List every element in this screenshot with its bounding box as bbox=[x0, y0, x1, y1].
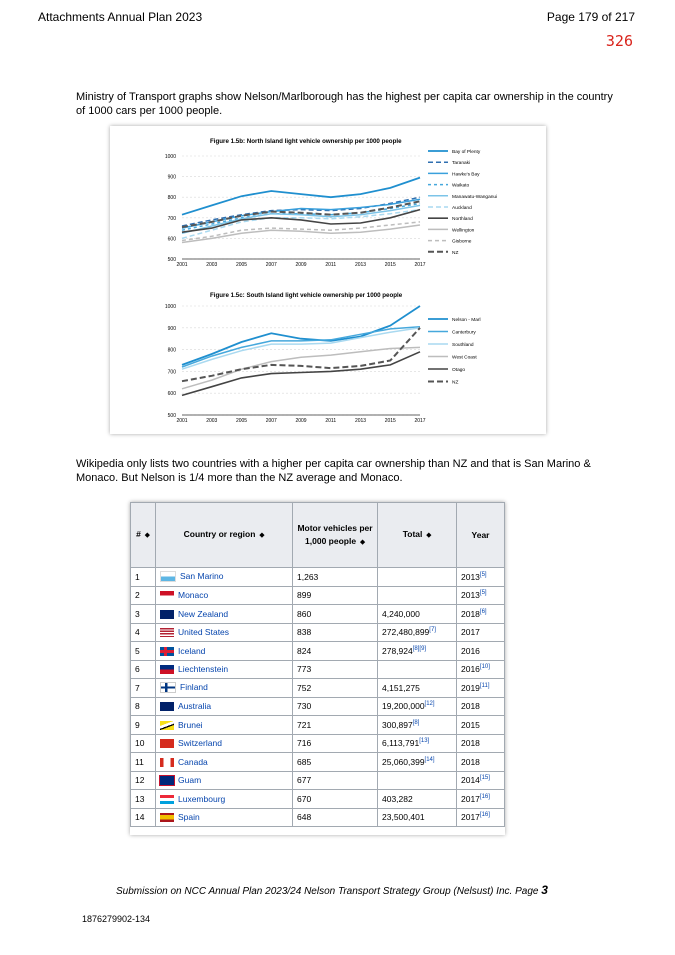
table-row bbox=[131, 808, 505, 827]
country-cell bbox=[156, 697, 293, 716]
legend-label: Canterbury bbox=[452, 330, 476, 336]
rank-cell: 2 bbox=[131, 586, 156, 605]
table-row bbox=[131, 679, 505, 698]
sort-icon[interactable]: ⬥ bbox=[360, 538, 365, 546]
legend-label: NZ bbox=[452, 250, 459, 256]
total-cell: 4,240,000 bbox=[378, 605, 457, 624]
total-cell bbox=[378, 660, 457, 679]
x-tick-label: 2007 bbox=[265, 262, 277, 268]
citation-link[interactable]: [8][9] bbox=[412, 645, 427, 652]
chart-title: Figure 1.5b: North Island light vehicle ownership per 1000 people bbox=[210, 138, 402, 145]
vehicles-cell: 752 bbox=[293, 679, 378, 698]
country-cell bbox=[156, 753, 293, 772]
year-cell: 2017[16] bbox=[457, 808, 505, 827]
table-row bbox=[131, 771, 505, 790]
rank-cell: 5 bbox=[131, 642, 156, 661]
table-row bbox=[131, 605, 505, 624]
total-cell: 19,200,000[12] bbox=[378, 697, 457, 716]
nz-flag-icon bbox=[160, 610, 174, 619]
citation-link[interactable]: [11] bbox=[479, 682, 490, 689]
is-flag-icon bbox=[160, 647, 174, 656]
y-tick-label: 700 bbox=[167, 215, 176, 222]
x-tick-label: 2003 bbox=[206, 262, 218, 268]
table-row bbox=[131, 753, 505, 772]
col-year: Year bbox=[457, 503, 505, 568]
ownership-figure bbox=[110, 126, 546, 434]
year-cell: 2017 bbox=[457, 623, 505, 642]
x-tick-label: 2015 bbox=[384, 262, 396, 268]
country-link[interactable]: Brunei bbox=[178, 719, 203, 730]
total-cell bbox=[378, 568, 457, 587]
legend-label: Auckland bbox=[452, 206, 472, 211]
page-footer bbox=[116, 883, 548, 897]
document-id: 1876279902-134 bbox=[82, 914, 151, 924]
legend-label: Manawatu-Wanganui bbox=[452, 194, 498, 200]
citation-link[interactable]: [5] bbox=[479, 571, 487, 578]
vehicles-cell: 716 bbox=[293, 734, 378, 753]
vehicles-cell: 648 bbox=[293, 808, 378, 827]
country-link[interactable]: Finland bbox=[180, 682, 208, 693]
table-row bbox=[131, 790, 505, 809]
sort-icon[interactable]: ⬥ bbox=[426, 532, 432, 539]
vehicles-cell: 824 bbox=[293, 642, 378, 661]
bn-flag-icon bbox=[160, 721, 174, 730]
y-tick-label: 600 bbox=[167, 391, 176, 398]
table-header-row bbox=[131, 503, 505, 568]
ch-flag-icon bbox=[160, 739, 174, 748]
legend-label: Waikato bbox=[452, 183, 470, 189]
rank-cell: 11 bbox=[131, 753, 156, 772]
vehicles-cell: 838 bbox=[293, 623, 378, 642]
total-cell: 272,480,899[7] bbox=[378, 623, 457, 642]
sort-icon[interactable]: ⬥ bbox=[259, 532, 265, 539]
series-line-nelson-marl bbox=[182, 306, 420, 365]
x-tick-label: 2007 bbox=[265, 418, 277, 424]
citation-link[interactable]: [10] bbox=[479, 664, 490, 671]
country-link[interactable]: Monaco bbox=[178, 590, 209, 601]
au-flag-icon bbox=[160, 702, 174, 711]
citation-link[interactable]: [6] bbox=[479, 608, 487, 615]
total-cell: 300,897[8] bbox=[378, 716, 457, 735]
col-country[interactable]: Country or region ⬥ bbox=[156, 503, 293, 568]
country-link[interactable]: Iceland bbox=[178, 645, 206, 656]
wikipedia-paragraph: Wikipedia only lists two countries with a higher per capita car ownership than NZ and that is San Marino & Monaco. But Nelson is 1/4 more than the NZ average and Monaco. bbox=[76, 458, 591, 484]
x-tick-label: 2015 bbox=[384, 418, 396, 424]
country-link[interactable]: Luxembourg bbox=[178, 793, 226, 804]
table-row bbox=[131, 716, 505, 735]
x-tick-label: 2017 bbox=[414, 262, 426, 268]
year-cell: 2018 bbox=[457, 697, 505, 716]
country-link[interactable]: Canada bbox=[178, 756, 208, 767]
year-cell: 2013[5] bbox=[457, 568, 505, 587]
y-tick-label: 800 bbox=[167, 195, 176, 202]
x-tick-label: 2013 bbox=[354, 418, 367, 424]
li-flag-icon bbox=[160, 665, 174, 674]
mc-flag-icon bbox=[160, 591, 174, 600]
legend-label: Wellington bbox=[452, 228, 475, 234]
x-tick-label: 2001 bbox=[176, 418, 188, 424]
legend-label: West Coast bbox=[452, 355, 477, 361]
col-total[interactable]: Total ⬥ bbox=[378, 503, 457, 568]
sm-flag-icon bbox=[160, 571, 176, 582]
rank-cell: 14 bbox=[131, 808, 156, 827]
sort-icon[interactable]: ⬥ bbox=[144, 532, 150, 539]
y-tick-label: 900 bbox=[167, 325, 176, 332]
year-cell: 2013[5] bbox=[457, 586, 505, 605]
vehicles-cell: 773 bbox=[293, 660, 378, 679]
rank-cell: 13 bbox=[131, 790, 156, 809]
legend-label: Southland bbox=[452, 343, 474, 348]
table-row bbox=[131, 697, 505, 716]
vehicles-cell: 670 bbox=[293, 790, 378, 809]
country-cell bbox=[156, 771, 293, 790]
y-tick-label: 500 bbox=[167, 413, 176, 419]
x-tick-label: 2009 bbox=[295, 262, 307, 268]
year-cell: 2016[10] bbox=[457, 660, 505, 679]
citation-link[interactable]: [15] bbox=[479, 775, 490, 782]
country-cell bbox=[156, 734, 293, 753]
legend-label: Otago bbox=[452, 368, 466, 373]
y-tick-label: 1000 bbox=[164, 154, 176, 160]
country-link[interactable]: San Marino bbox=[180, 571, 224, 582]
rank-cell: 6 bbox=[131, 660, 156, 679]
x-tick-label: 2001 bbox=[176, 262, 188, 268]
total-cell: 278,924[8][9] bbox=[378, 642, 457, 661]
y-tick-label: 700 bbox=[167, 369, 176, 376]
total-cell: 6,113,791[13] bbox=[378, 734, 457, 753]
ca-flag-icon bbox=[160, 758, 174, 767]
x-tick-label: 2017 bbox=[414, 418, 426, 424]
year-cell: 2018 bbox=[457, 734, 505, 753]
year-cell: 2014[15] bbox=[457, 771, 505, 790]
page-stamp: 326 bbox=[605, 32, 633, 50]
year-cell: 2018 bbox=[457, 753, 505, 772]
citation-link[interactable]: [8] bbox=[412, 719, 420, 726]
chart-title: Figure 1.5c: South Island light vehicle ownership per 1000 people bbox=[210, 292, 403, 299]
legend-label: Bay of Plenty bbox=[452, 150, 481, 155]
rank-cell: 10 bbox=[131, 734, 156, 753]
rank-cell: 12 bbox=[131, 771, 156, 790]
x-tick-label: 2003 bbox=[206, 418, 218, 424]
total-cell bbox=[378, 771, 457, 790]
country-cell bbox=[156, 808, 293, 827]
x-tick-label: 2011 bbox=[325, 262, 337, 268]
legend-label: NZ bbox=[452, 380, 459, 386]
footer-page-number: 3 bbox=[541, 883, 548, 897]
es-flag-icon bbox=[160, 813, 174, 822]
y-tick-label: 500 bbox=[167, 257, 176, 263]
citation-link[interactable]: [13] bbox=[419, 738, 430, 745]
legend-label: Taranaki bbox=[452, 161, 471, 167]
x-tick-label: 2013 bbox=[354, 262, 367, 268]
country-link[interactable]: Australia bbox=[178, 701, 212, 712]
col-rank[interactable]: # ⬥ bbox=[131, 503, 156, 568]
table-row bbox=[131, 642, 505, 661]
country-link[interactable]: Spain bbox=[178, 812, 200, 823]
y-tick-label: 1000 bbox=[164, 304, 176, 310]
x-tick-label: 2005 bbox=[235, 262, 248, 268]
rank-cell: 9 bbox=[131, 716, 156, 735]
country-cell bbox=[156, 568, 293, 587]
citation-link[interactable]: [14] bbox=[424, 756, 435, 763]
header-title: Attachments Annual Plan 2023 bbox=[38, 10, 203, 24]
table-row bbox=[131, 623, 505, 642]
country-cell bbox=[156, 623, 293, 642]
legend-label: Nelson - Marl bbox=[452, 318, 481, 323]
year-cell: 2018[6] bbox=[457, 605, 505, 624]
x-tick-label: 2009 bbox=[295, 418, 307, 424]
vehicle-ownership-table bbox=[130, 502, 505, 827]
legend-label: Gisborne bbox=[452, 239, 472, 245]
total-cell: 4,151,275 bbox=[378, 679, 457, 698]
us-flag-icon bbox=[160, 628, 174, 637]
vehicles-cell: 721 bbox=[293, 716, 378, 735]
country-link[interactable]: Switzerland bbox=[178, 738, 222, 749]
rank-cell: 7 bbox=[131, 679, 156, 698]
country-link[interactable]: Guam bbox=[178, 775, 202, 786]
wikipedia-table-image bbox=[130, 502, 505, 835]
year-cell: 2016 bbox=[457, 642, 505, 661]
col-vehicles[interactable]: Motor vehicles per 1,000 people ⬥ bbox=[293, 503, 378, 568]
country-cell bbox=[156, 679, 293, 698]
citation-link[interactable]: [7] bbox=[429, 627, 436, 634]
lu-flag-icon bbox=[160, 795, 174, 804]
rank-cell: 8 bbox=[131, 697, 156, 716]
fi-flag-icon bbox=[160, 682, 176, 693]
total-cell: 25,060,399[14] bbox=[378, 753, 457, 772]
citation-link[interactable]: [16] bbox=[479, 793, 490, 800]
vehicles-cell: 860 bbox=[293, 605, 378, 624]
country-cell bbox=[156, 605, 293, 624]
gu-flag-icon bbox=[160, 776, 174, 785]
legend-label: Hawke's Bay bbox=[452, 172, 480, 178]
x-tick-label: 2005 bbox=[235, 418, 248, 424]
country-cell bbox=[156, 716, 293, 735]
y-tick-label: 800 bbox=[167, 347, 176, 354]
vehicles-cell: 677 bbox=[293, 771, 378, 790]
rank-cell: 3 bbox=[131, 605, 156, 624]
table-row bbox=[131, 586, 505, 605]
table-row bbox=[131, 660, 505, 679]
rank-cell: 4 bbox=[131, 623, 156, 642]
country-link[interactable]: Liechtenstein bbox=[178, 664, 229, 675]
country-cell bbox=[156, 586, 293, 605]
table-row bbox=[131, 734, 505, 753]
vehicles-cell: 899 bbox=[293, 586, 378, 605]
year-cell: 2019[11] bbox=[457, 679, 505, 698]
ownership-charts-svg bbox=[110, 126, 546, 434]
citation-link[interactable]: [16] bbox=[479, 812, 490, 819]
citation-link[interactable]: [12] bbox=[424, 701, 435, 708]
country-link[interactable]: New Zealand bbox=[178, 608, 229, 619]
citation-link[interactable]: [5] bbox=[479, 590, 487, 597]
legend-label: Northland bbox=[452, 217, 473, 223]
rank-cell: 1 bbox=[131, 568, 156, 587]
table-row bbox=[131, 568, 505, 587]
vehicles-cell: 730 bbox=[293, 697, 378, 716]
footer-text: Submission on NCC Annual Plan 2023/24 Nelson Transport Strategy Group (Nelsust) Inc. Page bbox=[116, 886, 542, 897]
total-cell: 403,282 bbox=[378, 790, 457, 809]
total-cell: 23,500,401 bbox=[378, 808, 457, 827]
total-cell bbox=[378, 586, 457, 605]
country-link[interactable]: United States bbox=[178, 627, 230, 638]
page-counter: Page 179 of 217 bbox=[546, 10, 635, 24]
series-line-wellington bbox=[182, 225, 420, 243]
y-tick-label: 600 bbox=[167, 236, 176, 243]
vehicles-cell: 1,263 bbox=[293, 568, 378, 587]
country-cell bbox=[156, 642, 293, 661]
year-cell: 2017[16] bbox=[457, 790, 505, 809]
y-tick-label: 900 bbox=[167, 174, 176, 181]
intro-paragraph: Ministry of Transport graphs show Nelson/Marlborough has the highest per capita car ownership in the country of 1000 cars per 1000 people. bbox=[76, 91, 613, 117]
country-cell bbox=[156, 660, 293, 679]
country-cell bbox=[156, 790, 293, 809]
year-cell: 2015 bbox=[457, 716, 505, 735]
x-tick-label: 2011 bbox=[325, 418, 337, 424]
vehicles-cell: 685 bbox=[293, 753, 378, 772]
